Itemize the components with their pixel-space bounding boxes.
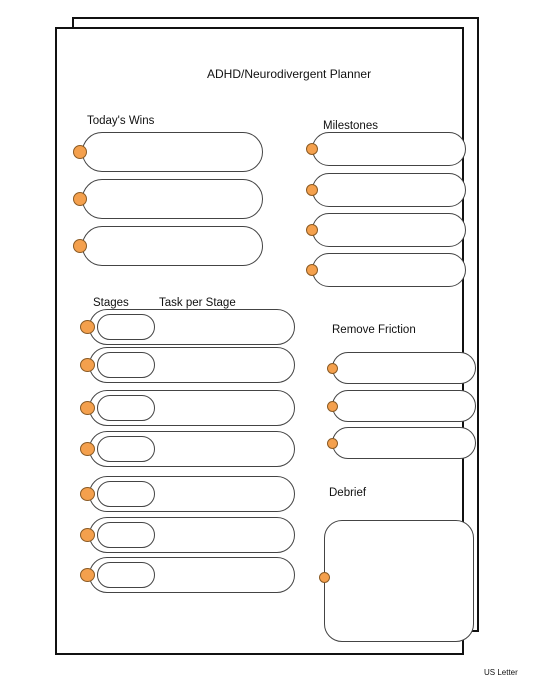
todays-win-bullet-1 [73,145,87,159]
task-per-stage-heading: Task per Stage [159,297,236,309]
planner-title: ADHD/Neurodivergent Planner [207,67,372,81]
milestone-field-3[interactable] [312,213,466,247]
planner-page [55,27,464,655]
stage-bullet-2 [80,358,95,372]
stage-bullet-1 [80,320,95,334]
friction-bullet-3 [327,438,338,449]
stage-bullet-5 [80,487,95,501]
milestone-bullet-3 [306,224,318,236]
stage-bullet-3 [80,401,95,415]
friction-bullet-2 [327,401,338,412]
milestones-heading: Milestones [323,120,378,132]
todays-wins-heading: Today's Wins [87,115,155,127]
friction-bullet-1 [327,363,338,374]
friction-field-2[interactable] [332,390,476,422]
friction-field-3[interactable] [332,427,476,459]
stage-field-4[interactable] [97,436,155,462]
debrief-bullet [319,572,330,583]
stage-field-5[interactable] [97,481,155,507]
milestone-field-1[interactable] [312,132,466,166]
milestone-field-2[interactable] [312,173,466,207]
todays-win-field-1[interactable] [82,132,263,172]
milestone-bullet-4 [306,264,318,276]
debrief-box[interactable] [324,520,474,642]
stage-bullet-6 [80,528,95,542]
stage-field-7[interactable] [97,562,155,588]
todays-win-bullet-3 [73,239,87,253]
stage-field-6[interactable] [97,522,155,548]
milestone-bullet-2 [306,184,318,196]
stage-field-2[interactable] [97,352,155,378]
friction-field-1[interactable] [332,352,476,384]
remove-friction-heading: Remove Friction [332,324,416,336]
stage-bullet-7 [80,568,95,582]
stage-field-3[interactable] [97,395,155,421]
stage-field-1[interactable] [97,314,155,340]
todays-win-field-3[interactable] [82,226,263,266]
todays-win-bullet-2 [73,192,87,206]
todays-win-field-2[interactable] [82,179,263,219]
milestone-bullet-1 [306,143,318,155]
stage-bullet-4 [80,442,95,456]
milestone-field-4[interactable] [312,253,466,287]
stages-heading: Stages [93,297,129,309]
paper-size-label: US Letter [484,668,518,677]
debrief-heading: Debrief [329,487,367,499]
